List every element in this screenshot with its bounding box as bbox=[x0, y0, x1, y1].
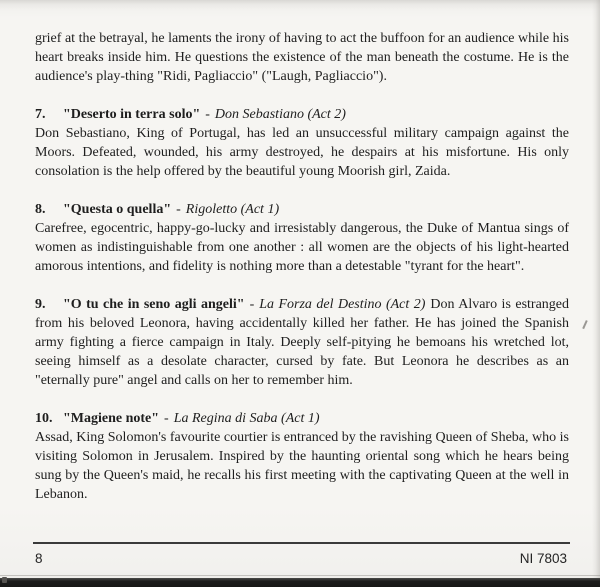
scan-scratch-artifact bbox=[582, 320, 587, 329]
track-description: Don Alvaro is estranged from his beloved Leonora, having accidentally killed her father. He has joined the Spanish army fighting a fierce campaign in Italy. Deeply self-pitying he bemoans his wretched lot, seeing himself as a desolate character, cursed by fate. But Leonora he describes as an "eternally pure" angel and calls on her to remember him. bbox=[35, 297, 570, 388]
page-content bbox=[35, 29, 569, 504]
track-work: Don Sebastiano (Act 2) bbox=[214, 107, 346, 122]
footer-divider bbox=[33, 542, 570, 544]
track-title: "Magiene note" bbox=[63, 411, 160, 426]
track-9-paragraph bbox=[35, 295, 569, 390]
track-description: Don Sebastiano, King of Portugal, has led an unsuccessful military campaign against the Moors. Defeated, wounded, his army destroyed, he despairs at his misfortune. His only consolation is the help offered by the beautiful young Moorish girl, Zaida. bbox=[35, 126, 569, 179]
track-title: "O tu che in seno agli angeli" bbox=[63, 297, 245, 312]
track-entry-8 bbox=[35, 200, 569, 276]
track-entry-9 bbox=[35, 295, 569, 390]
track-entry-10 bbox=[35, 409, 569, 504]
scan-edge-top bbox=[0, 0, 600, 10]
track-number: 10. bbox=[35, 411, 53, 426]
track-7-heading bbox=[35, 105, 569, 124]
paragraph-continuation: grief at the betrayal, he laments the irony of having to act the buffoon for an audience while his heart breaks inside him. He questions the existence of the man beneath the costume. He is the audience's play-thing "Ridi, Pagliaccio" ("Laugh, Pagliaccio"). bbox=[35, 31, 569, 84]
track-description: Carefree, egocentric, happy-go-lucky and irresistably dangerous, the Duke of Mantua sings of women as indistinguishable from one another : all women are the objects of his light-hearted amorous intentions, and fidelity is nothing more than a detestable "tyrant for the heart". bbox=[35, 221, 569, 274]
track-8-heading bbox=[35, 200, 569, 219]
scan-edge-bottom-line bbox=[0, 575, 600, 576]
catalog-number: NI 7803 bbox=[519, 551, 567, 566]
track-title: "Deserto in terra solo" bbox=[63, 107, 201, 122]
track-number: 8. bbox=[35, 202, 46, 217]
scan-edge-bottom bbox=[0, 578, 600, 587]
track-separator: - bbox=[176, 202, 181, 217]
track-title: "Questa o quella" bbox=[63, 202, 172, 217]
page-footer bbox=[35, 551, 567, 566]
track-work: La Regina di Saba (Act 1) bbox=[173, 411, 320, 426]
track-10-heading bbox=[35, 409, 569, 428]
scan-smudge-artifact bbox=[2, 577, 7, 583]
scan-edge-right bbox=[592, 0, 600, 587]
track-description: Assad, King Solomon's favourite courtier is entranced by the ravishing Queen of Sheba, who is visiting Solomon in Jerusalem. Inspired by the haunting oriental song which he hears being sung by the Queen's maid, he recalls his first meeting with the captivating Queen at the well in Lebanon. bbox=[35, 430, 569, 502]
track-separator: - bbox=[249, 297, 255, 312]
track-work: La Forza del Destino (Act 2) bbox=[259, 297, 426, 312]
page-number: 8 bbox=[35, 551, 43, 566]
track-number: 9. bbox=[35, 297, 46, 312]
track-separator: - bbox=[205, 107, 210, 122]
track-separator: - bbox=[164, 411, 169, 426]
track-work: Rigoletto (Act 1) bbox=[185, 202, 280, 217]
track-entry-7 bbox=[35, 105, 569, 181]
track-number: 7. bbox=[35, 107, 46, 122]
